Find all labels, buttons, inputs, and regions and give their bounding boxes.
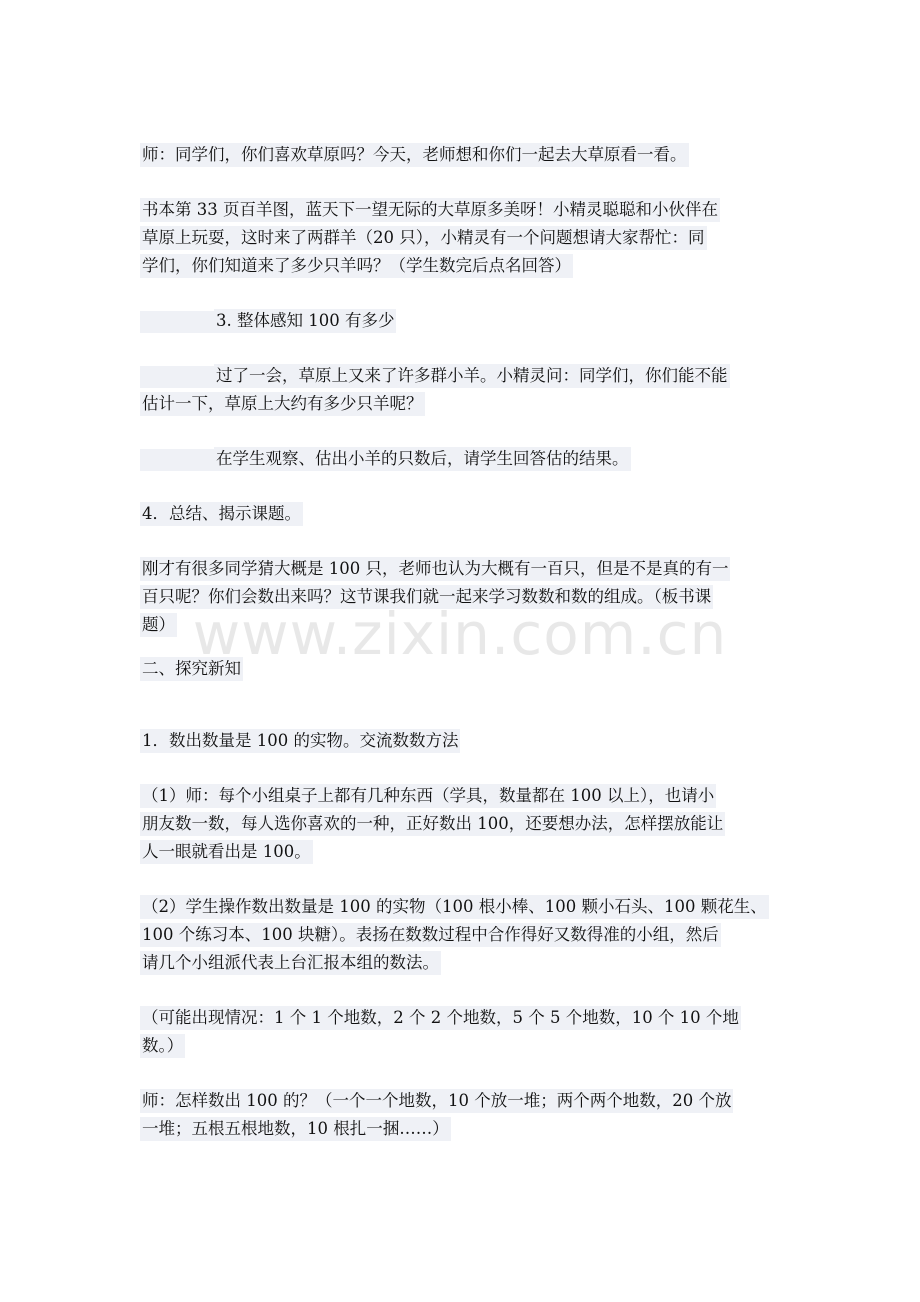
text-line: 过了一会，草原上又来了许多群小羊。小精灵问：同学们，你们能不能 [214, 364, 730, 388]
paragraph-possible-cases [140, 1004, 785, 1060]
heading-summary [140, 500, 785, 528]
paragraph-teacher-greeting [140, 141, 785, 169]
text-line: 师：同学们，你们喜欢草原吗？今天，老师想和你们一起去大草原看一看。 [140, 143, 689, 167]
heading-perceive-100 [140, 307, 785, 335]
indent-space [140, 366, 214, 388]
paragraph-how-to-count [140, 1087, 785, 1143]
paragraph-estimate-result [140, 445, 785, 473]
text-line: 数。） [140, 1034, 185, 1058]
text-line: 4．总结、揭示课题。 [140, 502, 303, 526]
heading-explore-new [140, 655, 785, 683]
text-line: 估计一下，草原上大约有多少只羊呢？ [140, 392, 425, 416]
text-line: 刚才有很多同学猜大概是 100 只，老师也认为大概有一百只，但是不是真的有一 [140, 557, 730, 581]
indent-space [140, 311, 214, 333]
text-line: 书本第 33 页百羊图，蓝天下一望无际的大草原多美呀！小精灵聪聪和小伙伴在 [140, 198, 720, 222]
text-line: 人一眼就看出是 100。 [140, 840, 313, 864]
text-line: 百只呢？你们会数出来吗？这节课我们就一起来学习数数和数的组成。（板书课 [140, 585, 713, 609]
paragraph-step-1 [140, 782, 785, 866]
text-line: 二、探究新知 [140, 657, 243, 681]
text-line: （1）师：每个小组桌子上都有几种东西（学具，数量都在 100 以上），也请小 [140, 784, 716, 808]
watermark: www.zixin.com.cn [192, 600, 728, 668]
text-line: 草原上玩耍，这时来了两群羊（20 只），小精灵有一个问题想请大家帮忙：同 [140, 226, 707, 250]
text-line: 师：怎样数出 100 的？（一个一个地数，10 个放一堆；两个两个地数，20 个放 [140, 1089, 733, 1113]
paragraph-step-2 [140, 893, 785, 977]
text-line: 在学生观察、估出小羊的只数后，请学生回答估的结果。 [214, 447, 631, 471]
paragraph-more-sheep [140, 362, 785, 418]
text-line: 一堆；五根五根地数，10 根扎一捆……） [140, 1117, 451, 1141]
text-line: 学们，你们知道来了多少只羊吗？（学生数完后点名回答） [140, 254, 573, 278]
text-line: 请几个小组派代表上台汇报本组的数法。 [140, 951, 441, 975]
text-line: 朋友数一数，每人选你喜欢的一种，正好数出 100，还要想办法，怎样摆放能让 [140, 812, 725, 836]
paragraph-hundred-sheep-picture [140, 196, 785, 280]
text-line: 1．数出数量是 100 的实物。交流数数方法 [140, 729, 460, 753]
paragraph-reveal-topic [140, 555, 785, 639]
text-line: （可能出现情况：1 个 1 个地数，2 个 2 个地数，5 个 5 个地数，10 个 10 个地 [140, 1006, 741, 1030]
indent-space [140, 449, 214, 471]
text-line: （2）学生操作数出数量是 100 的实物（100 根小棒、100 颗小石头、100 颗花生、 [140, 895, 769, 919]
text-line: 题） [140, 613, 177, 637]
text-line: 100 个练习本、100 块糖）。表扬在数数过程中合作得好又数得准的小组，然后 [140, 923, 721, 947]
heading-count-100-objects [140, 727, 785, 755]
text-line: 3. 整体感知 100 有多少 [214, 309, 396, 333]
